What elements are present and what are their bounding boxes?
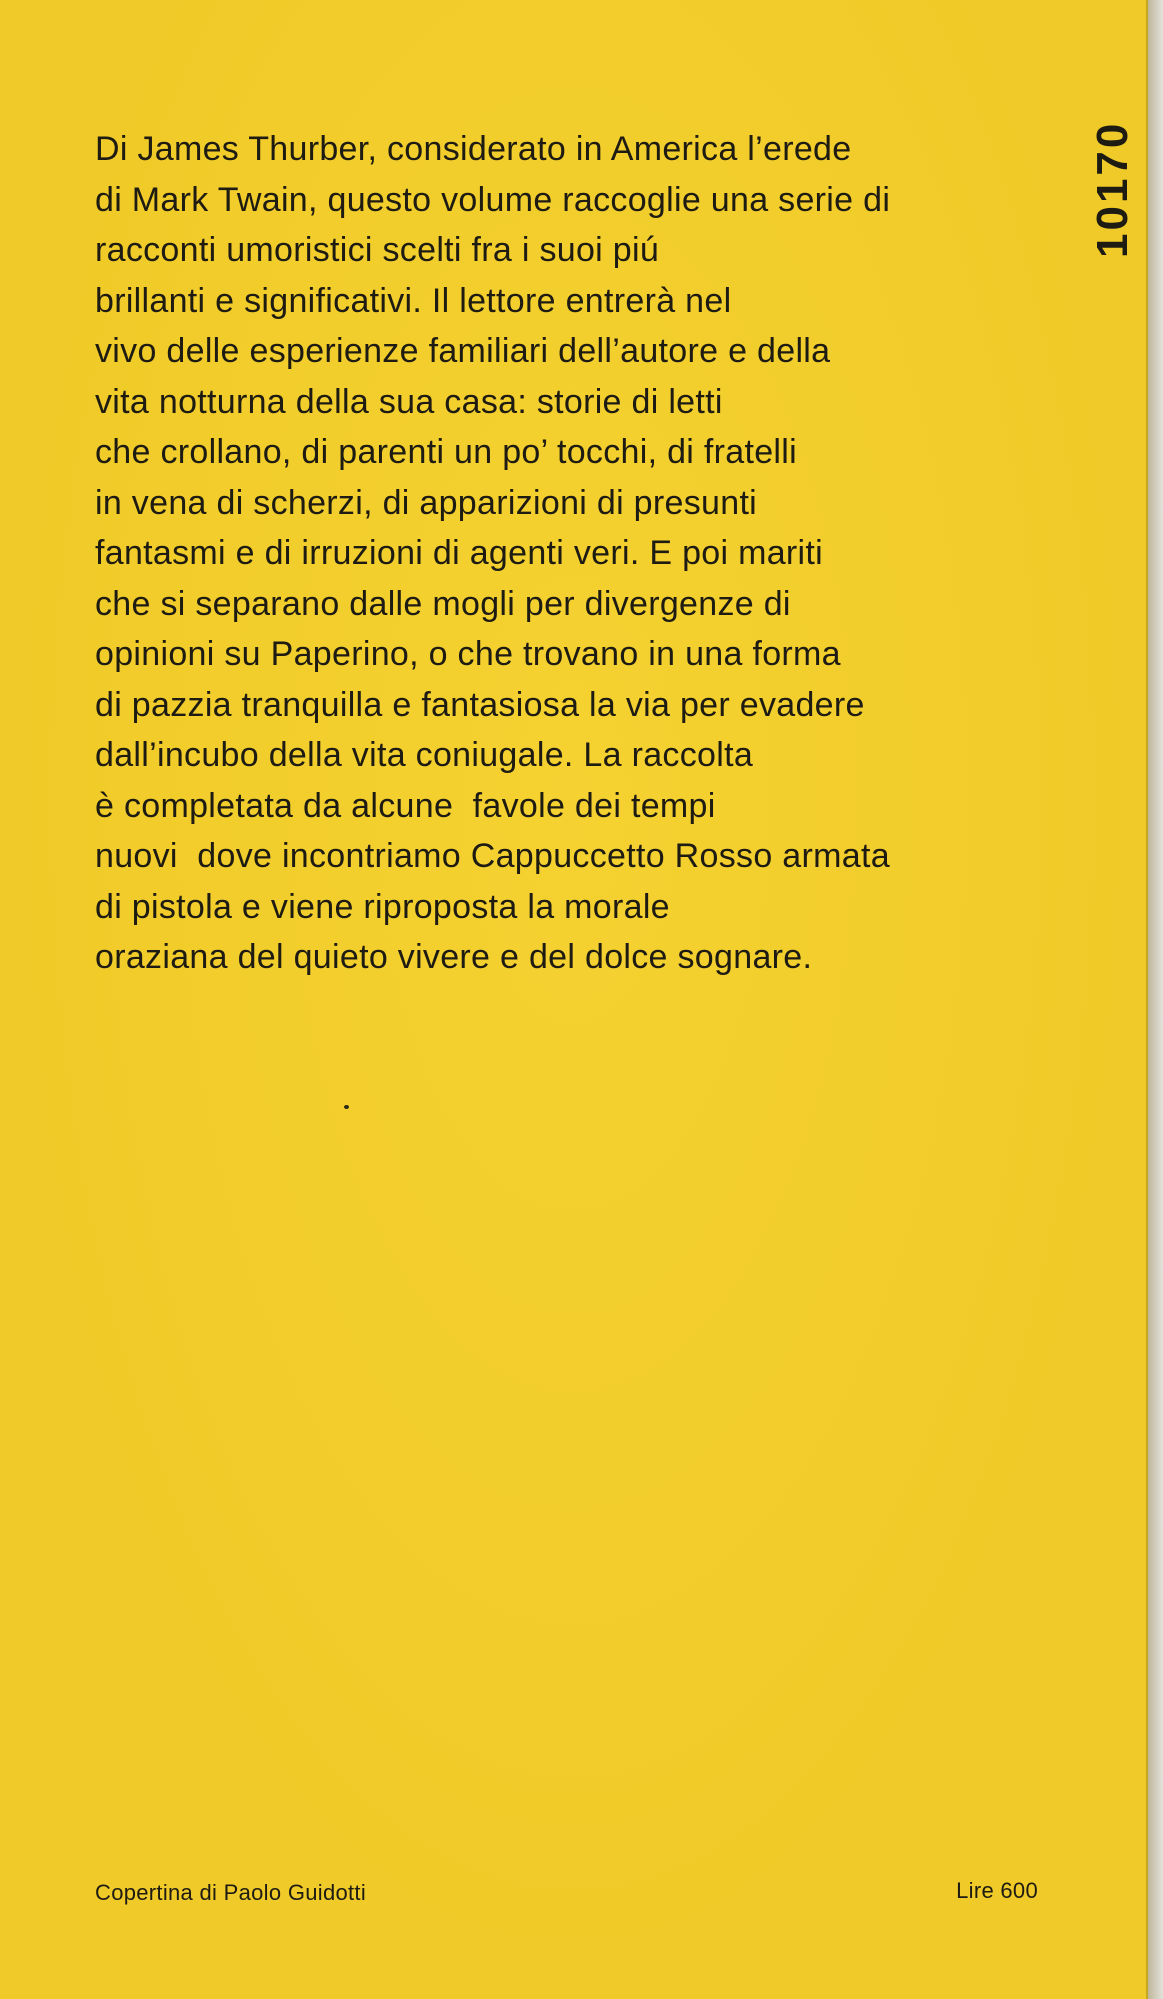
blurb-line: brillanti e significativi. Il lettore entrerà nel xyxy=(95,281,732,320)
blurb-line: vita notturna della sua casa: storie di letti xyxy=(95,382,723,421)
print-speck xyxy=(344,1105,349,1109)
blurb-line: è completata da alcune favole dei tempi xyxy=(95,786,716,825)
blurb-line: che si separano dalle mogli per divergenze di xyxy=(95,584,791,623)
catalog-number: 10170 xyxy=(1088,120,1137,258)
blurb-line: racconti umoristici scelti fra i suoi piú xyxy=(95,231,660,269)
blurb-line: opinioni su Paperino, o che trovano in una forma xyxy=(95,635,841,673)
blurb-line: vivo delle esperienze familiari dell’autore e della xyxy=(95,332,831,370)
blurb-line: che crollano, di parenti un po’ tocchi, di fratelli xyxy=(95,433,797,471)
blurb-line: nuovi dove incontriamo Cappuccetto Rosso armata xyxy=(95,837,890,875)
blurb-line: di Mark Twain, questo volume raccoglie una serie di xyxy=(95,180,891,219)
blurb-text xyxy=(95,124,1075,983)
blurb-line: di pistola e viene riproposta la morale xyxy=(95,887,670,926)
blurb-line: Di James Thurber, considerato in America l’erede xyxy=(95,130,852,168)
blurb-line: dall’incubo della vita coniugale. La raccolta xyxy=(95,736,754,774)
blurb-line: di pazzia tranquilla e fantasiosa la via per evadere xyxy=(95,685,865,724)
cover-credit: Copertina di Paolo Guidotti xyxy=(95,1880,367,1905)
blurb-line: oraziana del quieto vivere e del dolce sognare. xyxy=(95,938,813,976)
scan-edge xyxy=(1148,0,1163,1999)
blurb-line: fantasmi e di irruzioni di agenti veri. E poi mariti xyxy=(95,534,824,572)
blurb-line: in vena di scherzi, di apparizioni di presunti xyxy=(95,483,758,522)
price-label: Lire 600 xyxy=(956,1878,1038,1903)
